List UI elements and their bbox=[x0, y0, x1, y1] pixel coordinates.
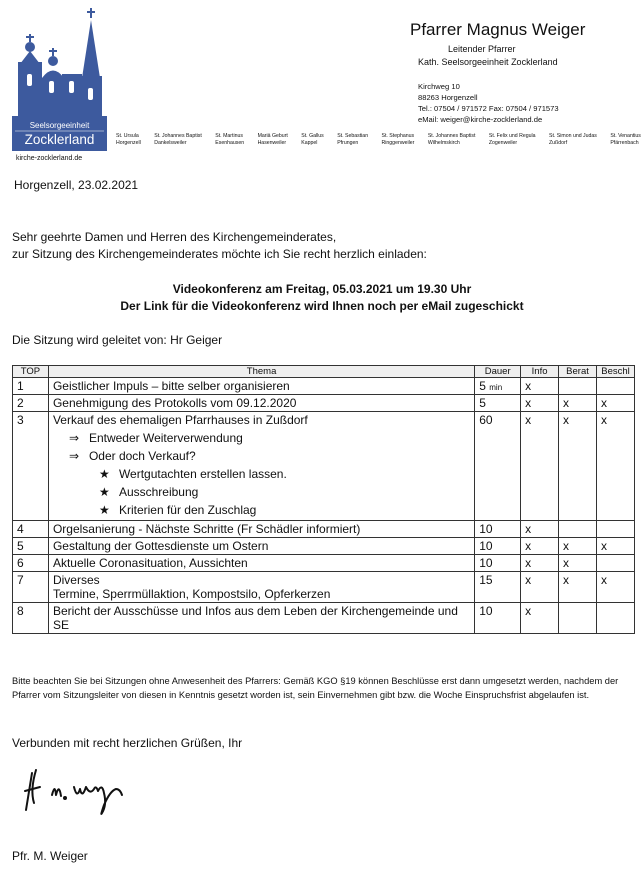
agenda-header-row bbox=[13, 366, 635, 378]
agenda-row: 5 Gestaltung der Gottesdienste um Ostern 10 x x x bbox=[13, 538, 635, 555]
header-beschl: Beschl bbox=[596, 366, 634, 378]
parish-item: St. Gallus Kappel bbox=[301, 133, 324, 146]
agenda-subitem: ⇒ Oder doch Verkauf? bbox=[68, 449, 196, 463]
star-icon: ★ bbox=[98, 467, 110, 481]
legal-note: Bitte beachten Sie bei Sitzungen ohne Anwesenheit des Pfarrers: Gemäß KGO §19 können Beschlüsse erst dann umgesetzt werden, nachdem der Pfarrer vom Sitzungsleiter von diesen in Kenntnis gesetzt worden ist, sein Einvernehmen gibt bzw. die Woche Einspruchsfrist abgelaufen ist. bbox=[12, 676, 619, 700]
agenda-item-title: Verkauf des ehemaligen Pfarrhauses in Zußdorf bbox=[52, 413, 308, 427]
star-icon: ★ bbox=[98, 485, 110, 499]
parish-item: St. Sebastian Pfrungen bbox=[337, 133, 369, 146]
parish-item: St. Simon und Judas Zußdorf bbox=[549, 133, 597, 146]
meeting-lead: Die Sitzung wird geleitet von: Hr Geiger bbox=[12, 333, 223, 347]
agenda-row: 6 Aktuelle Coronasituation, Aussichten 10 x x bbox=[13, 555, 635, 572]
sender-email: eMail: weiger@kirche-zocklerland.de bbox=[418, 115, 543, 124]
parish-list bbox=[116, 133, 641, 147]
agenda-row: 8 Bericht der Ausschüsse und Infos aus dem Leben der Kirchengemeinde und SE 10 x bbox=[13, 603, 635, 634]
arrow-icon: ⇒ bbox=[68, 431, 79, 445]
sender-org: Kath. Seelsorgeeinheit Zocklerland bbox=[418, 57, 558, 67]
seelsorgeeinheit-logo bbox=[12, 8, 107, 151]
agenda-subsubitem: ★ Kriterien für den Zuschlag bbox=[98, 503, 257, 517]
header-thema: Thema bbox=[48, 366, 474, 378]
sender-name: Pfarrer Magnus Weiger bbox=[410, 20, 586, 39]
header-berat: Berat bbox=[559, 366, 597, 378]
parish-item: St. Johannes Baptist Wilhelmskirch bbox=[427, 133, 476, 146]
agenda-row: 2 Genehmigung des Protokolls vom 09.12.2020 5 x x x bbox=[13, 395, 635, 412]
sender-address bbox=[418, 81, 640, 125]
agenda-row: 7 Diverses Termine, Sperrmüllaktion, Kompostsilo, Opferkerzen 15 x x x bbox=[13, 572, 635, 603]
header-info: Info bbox=[521, 366, 559, 378]
agenda-row: 3 Verkauf des ehemaligen Pfarrhauses in Zußdorf ⇒ Entweder Weiterverwendung ⇒ Oder doch Verkauf? ★ Wertgutachten erstellen lassen. ★ Ausschreibung ★ Kriterien für den Zuschlag 60 x x x bbox=[13, 412, 635, 521]
invitation bbox=[0, 281, 644, 315]
agenda-row: 4 Orgelsanierung - Nächste Schritte (Fr Schädler informiert) 10 x bbox=[13, 521, 635, 538]
sender-street: Kirchweg 10 bbox=[418, 82, 460, 91]
parish-item: St. Ursula Horgenzell bbox=[116, 133, 141, 146]
logo-url: kirche-zocklerland.de bbox=[16, 155, 83, 162]
duration-unit: min bbox=[489, 383, 503, 392]
star-icon: ★ bbox=[98, 503, 110, 517]
date-line: Horgenzell, 23.02.2021 bbox=[14, 178, 139, 192]
agenda-subsubitem: ★ Ausschreibung bbox=[98, 485, 199, 499]
parish-item: St. Johannes Baptist Dankelsweiler bbox=[154, 133, 202, 146]
sender-role: Leitender Pfarrer bbox=[448, 44, 516, 54]
agenda-subsubitem: ★ Wertgutachten erstellen lassen. bbox=[98, 467, 287, 481]
agenda-row: 1 Geistlicher Impuls – bitte selber organisieren 5 min x bbox=[13, 378, 635, 395]
agenda-table bbox=[12, 365, 635, 634]
closing-line: Verbunden mit recht herzlichen Grüßen, Ihr bbox=[12, 736, 243, 750]
invitation-line1: Videokonferenz am Freitag, 05.03.2021 um 19.30 Uhr bbox=[172, 282, 472, 296]
parish-item: St. Martinus Esenhausen bbox=[215, 133, 245, 146]
greeting-line2: zur Sitzung des Kirchengemeinderates möchte ich Sie recht herzlich einladen: bbox=[12, 247, 427, 261]
arrow-icon: ⇒ bbox=[68, 449, 79, 463]
sender-phone: Tel.: 07504 / 971572 Fax: 07504 / 971573 bbox=[418, 104, 559, 113]
header-top: TOP bbox=[13, 366, 49, 378]
signer-name: Pfr. M. Weiger bbox=[12, 849, 88, 863]
greeting bbox=[12, 229, 427, 263]
parish-item: St. Stephanus Ringgenweiler bbox=[381, 133, 415, 146]
handwritten-signature bbox=[22, 765, 152, 820]
invitation-line2: Der Link für die Videokonferenz wird Ihnen noch per eMail zugeschickt bbox=[120, 299, 524, 313]
logo-line1: Seelsorgeeinheit bbox=[29, 121, 90, 130]
header-dauer: Dauer bbox=[475, 366, 521, 378]
agenda-subitem: ⇒ Entweder Weiterverwendung bbox=[68, 431, 243, 445]
sender-city: 88263 Horgenzell bbox=[418, 93, 478, 102]
parish-item: St. Venantius Pfärrenbach bbox=[610, 133, 641, 146]
greeting-line1: Sehr geehrte Damen und Herren des Kirchengemeinderates, bbox=[12, 230, 337, 244]
parish-item: Mariä Geburt Hasenweiler bbox=[257, 133, 288, 146]
logo-line2: Zocklerland bbox=[24, 132, 95, 147]
parish-item: St. Felix und Regula Zogenweiler bbox=[488, 133, 536, 146]
sender-block bbox=[410, 20, 640, 125]
